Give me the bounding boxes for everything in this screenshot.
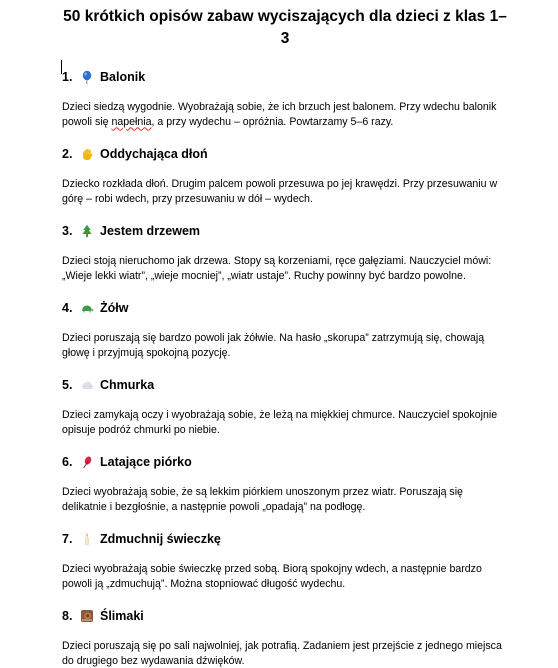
section-heading <box>62 145 508 163</box>
section-title: Balonik <box>100 70 146 84</box>
tree-emoji-icon <box>80 224 94 238</box>
section-zdmuchnij-swieczke <box>62 530 508 591</box>
section-title: Chmurka <box>100 378 155 392</box>
section-paragraph: Dzieci wyobrażają sobie, że są lekkim piórkiem unoszonym przez wiatr. Poruszają się delikatnie i bezgłośnie, a następnie powoli „opadają” na podłogę. <box>62 486 463 513</box>
feather-emoji-icon <box>80 455 94 469</box>
candle-emoji-icon <box>80 532 94 546</box>
turtle-emoji-icon <box>80 301 94 315</box>
section-balonik <box>62 68 508 129</box>
section-chmurka <box>62 376 508 437</box>
section-number: 2. <box>62 147 73 161</box>
section-oddychajaca-dlon <box>62 145 508 206</box>
section-number: 1. <box>62 70 73 84</box>
section-heading <box>62 299 508 317</box>
document-title: 50 krótkich opisów zabaw wyciszających dla dzieci z klas 1–3 <box>63 8 507 47</box>
section-zolw <box>62 299 508 360</box>
spellcheck-word[interactable]: napełnia <box>111 115 152 128</box>
section-paragraph: Dzieci zamykają oczy i wyobrażają sobie, że leżą na miękkiej chmurce. Nauczyciel spokojnie opisuje podróż chmurki po niebie. <box>62 409 498 436</box>
section-heading <box>62 453 508 471</box>
section-paragraph: Dzieci wyobrażają sobie świeczkę przed sobą. Biorą spokojny wdech, a następnie bardzo powoli ją „zdmuchują”. Można stopniować długość wydechu. <box>62 563 482 590</box>
section-number: 4. <box>62 301 73 315</box>
section-title: Jestem drzewem <box>100 224 201 238</box>
section-jestem-drzewem <box>62 222 508 283</box>
section-number: 5. <box>62 378 73 392</box>
section-number: 3. <box>62 224 73 238</box>
section-title: Żółw <box>100 301 129 315</box>
section-heading <box>62 607 508 625</box>
section-heading <box>62 530 508 548</box>
section-title: Latające piórko <box>100 455 192 469</box>
text-cursor <box>61 60 62 74</box>
section-latajace-piorko <box>62 453 508 514</box>
paragraph-text: , a przy wydechu – opróżnia. Powtarzamy 5–6 razy. <box>151 115 394 128</box>
section-slimaki <box>62 607 508 668</box>
section-number: 6. <box>62 455 73 469</box>
cloud-emoji-icon <box>80 378 94 392</box>
section-number: 8. <box>62 609 73 623</box>
section-title: Ślimaki <box>100 609 144 623</box>
section-paragraph: Dzieci poruszają się bardzo powoli jak żółwie. Na hasło „skorupa” zatrzymują się, chowają głowę i przyjmują spokojną pozycję. <box>62 332 485 359</box>
section-number: 7. <box>62 532 73 546</box>
balloon-emoji-icon <box>80 70 94 84</box>
snail-emoji-icon <box>80 609 94 623</box>
section-paragraph: Dziecko rozkłada dłoń. Drugim palcem powoli przesuwa po jej krawędzi. Przy przesuwaniu w górę – robi wdech, przy przesuwaniu w dół – wydech. <box>62 178 498 205</box>
section-heading <box>62 222 508 240</box>
section-heading <box>62 376 508 394</box>
hand-emoji-icon <box>80 147 94 161</box>
section-heading <box>62 68 508 86</box>
section-paragraph: Dzieci poruszają się po sali najwolniej, jak potrafią. Zadaniem jest przejście z jednego miejsca do drugiego bez wydawania dźwięków. <box>62 640 502 667</box>
section-title: Zdmuchnij świeczkę <box>100 532 221 546</box>
section-paragraph <box>62 100 508 129</box>
paragraph-text: Dzieci siedzą wygodnie. Wyobrażają sobie, że ich brzuch jest balonem. Przy wdechu balonik powoli się <box>62 101 497 128</box>
section-title: Oddychająca dłoń <box>100 147 208 161</box>
section-paragraph: Dzieci stoją nieruchomo jak drzewa. Stopy są korzeniami, ręce gałęziami. Nauczyciel mówi: „Wieje lekki wiatr”, „wieje mocniej”, „wiatr ustaje”. Ruchy powinny być bardzo powolne. <box>62 255 492 282</box>
